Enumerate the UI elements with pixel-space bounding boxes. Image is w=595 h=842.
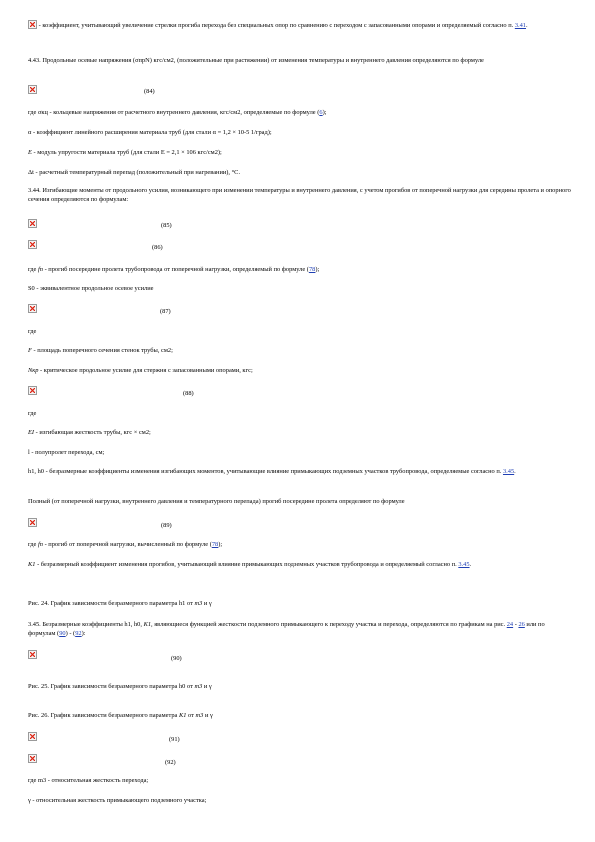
- link-formula-90[interactable]: 90: [59, 630, 66, 638]
- paragraph-modulus: E - модуль упругости материала труб (для стали E = 2,1 × 106 кгс/см2);: [28, 149, 222, 156]
- equation-number: (84): [144, 88, 155, 95]
- equation-number: (85): [161, 222, 172, 229]
- link-formula-92[interactable]: 92: [75, 630, 82, 638]
- paragraph-coefficient: - коэффициент, учитывающий увеличение стрелки прогиба перехода без специальных опор по сравнению с переходом с запасованными опорами и определяемый согласно п. 3.41.: [28, 20, 573, 30]
- paragraph-m3: где m3 - относительная жесткость перехода;: [28, 777, 149, 784]
- broken-image-icon: [28, 754, 37, 763]
- broken-image-icon: [28, 518, 37, 527]
- link-3-45[interactable]: 3.45: [458, 561, 470, 568]
- broken-image-icon: [28, 304, 37, 313]
- formula-87: [28, 304, 573, 316]
- broken-image-icon: [28, 85, 37, 94]
- broken-image-icon: [28, 20, 37, 29]
- paragraph-3-45: 3.45. Безразмерные коэффициенты h1, h0, K1, являющиеся функцией жесткости подземного примыкающего к переходу участка и перехода, определяются по графикам на рис. 24 - 26 или по формулам (90) - (92):: [28, 621, 545, 638]
- figure-caption-25: Рис. 25. График зависимости безразмерного параметра h0 от m3 и γ: [28, 683, 212, 690]
- broken-image-icon: [28, 240, 37, 249]
- paragraph-area: F - площадь поперечного сечения стенок трубы, см2;: [28, 347, 173, 354]
- formula-90: [28, 650, 573, 662]
- formula-91: [28, 732, 573, 744]
- equation-number: (89): [161, 522, 172, 529]
- paragraph-3-44: 3.44. Изгибающие моменты от продольного усилия, возникающего при изменении температуры и внутреннего давления, с учетом прогибов от поперечной нагрузки для середины пролета и опорного сечения определяются по формулам:: [28, 187, 571, 204]
- paragraph-k1: K1 - безразмерный коэффициент изменения прогибов, учитывающий влияние примыкающих подземных участков трубопровода и определяемый согласно п. 3.45.: [28, 561, 472, 568]
- equation-number: (90): [171, 655, 182, 662]
- figure-caption-24: Рис. 24. График зависимости безразмерного параметра h1 от m3 и γ: [28, 600, 212, 607]
- paragraph-4-43: 4.43. Продольные осевые напряжения (σпрN) кгс/см2, (положительные при растяжении) от изменения температуры и внутреннего давления определяются по формуле: [28, 57, 484, 64]
- paragraph-h1-h0: h1, h0 - безразмерные коэффициенты изменения изгибающих моментов, учитывающие влияние примыкающих подземных участков трубопровода, определяемые согласно п. 3.45.: [28, 468, 516, 475]
- equation-number: (91): [169, 736, 180, 743]
- equation-number: (88): [183, 390, 194, 397]
- paragraph-where: где: [28, 328, 37, 335]
- link-fig-26[interactable]: 26: [518, 621, 525, 628]
- link-3-45[interactable]: 3.45: [502, 468, 515, 475]
- formula-92: [28, 754, 573, 766]
- broken-image-icon: [28, 650, 37, 659]
- paragraph-gamma: γ - относительная жесткость примыкающего подземного участка;: [28, 797, 207, 804]
- paragraph-l: l - полупролет перехода, см;: [28, 449, 105, 456]
- paragraph-fp-2: где fп - прогиб от поперечной нагрузки, вычисленный по формуле (78);: [28, 541, 223, 548]
- formula-86: [28, 240, 573, 252]
- paragraph-delta-t: Δt - расчетный температурный перепад (положительный при нагревании), °С.: [28, 169, 241, 176]
- paragraph-ei: EI - изгибающая жесткость трубы, кгс × см2;: [28, 429, 151, 436]
- formula-89: [28, 518, 573, 530]
- paragraph-ncr: Nкр - критическое продольное усилие для стержня с запасованными опорами, кгс;: [28, 367, 253, 374]
- paragraph-s0: S0 - эквивалентное продольное осевое усилие: [28, 285, 154, 292]
- paragraph-sigma-kc: где σкц - кольцевые напряжения от расчетного внутреннего давления, кгс/см2, определяемые по формуле (6);: [28, 109, 327, 116]
- figure-caption-26: Рис. 26. График зависимости безразмерного параметра K1 от m3 и γ: [28, 712, 213, 719]
- paragraph-fp: где fп - прогиб посередине пролета трубопровода от поперечной нагрузки, определяемый по формуле (78);: [28, 266, 320, 273]
- link-formula-78[interactable]: 78: [308, 266, 316, 273]
- broken-image-icon: [28, 219, 37, 228]
- link-formula-78[interactable]: 78: [211, 541, 219, 548]
- paragraph-full-deflection: Полный (от поперечной нагрузки, внутреннего давления и температурного перепада) прогиб посередине пролета определяют по формуле: [28, 498, 405, 505]
- link-formula-6[interactable]: 6: [319, 109, 323, 116]
- broken-image-icon: [28, 732, 37, 741]
- formula-85: [28, 219, 573, 231]
- broken-image-icon: [28, 386, 37, 395]
- equation-number: (92): [165, 759, 176, 766]
- formula-88: [28, 386, 573, 398]
- equation-number: (87): [160, 308, 171, 315]
- paragraph-alpha: α - коэффициент линейного расширения материала труб (для стали α = 1,2 × 10-5 1/град);: [28, 129, 272, 136]
- paragraph-where: где: [28, 410, 37, 417]
- equation-number: (86): [152, 244, 163, 251]
- link-fig-24[interactable]: 24: [506, 621, 514, 628]
- formula-84: [28, 85, 573, 97]
- link-3-41[interactable]: 3.41: [514, 22, 526, 29]
